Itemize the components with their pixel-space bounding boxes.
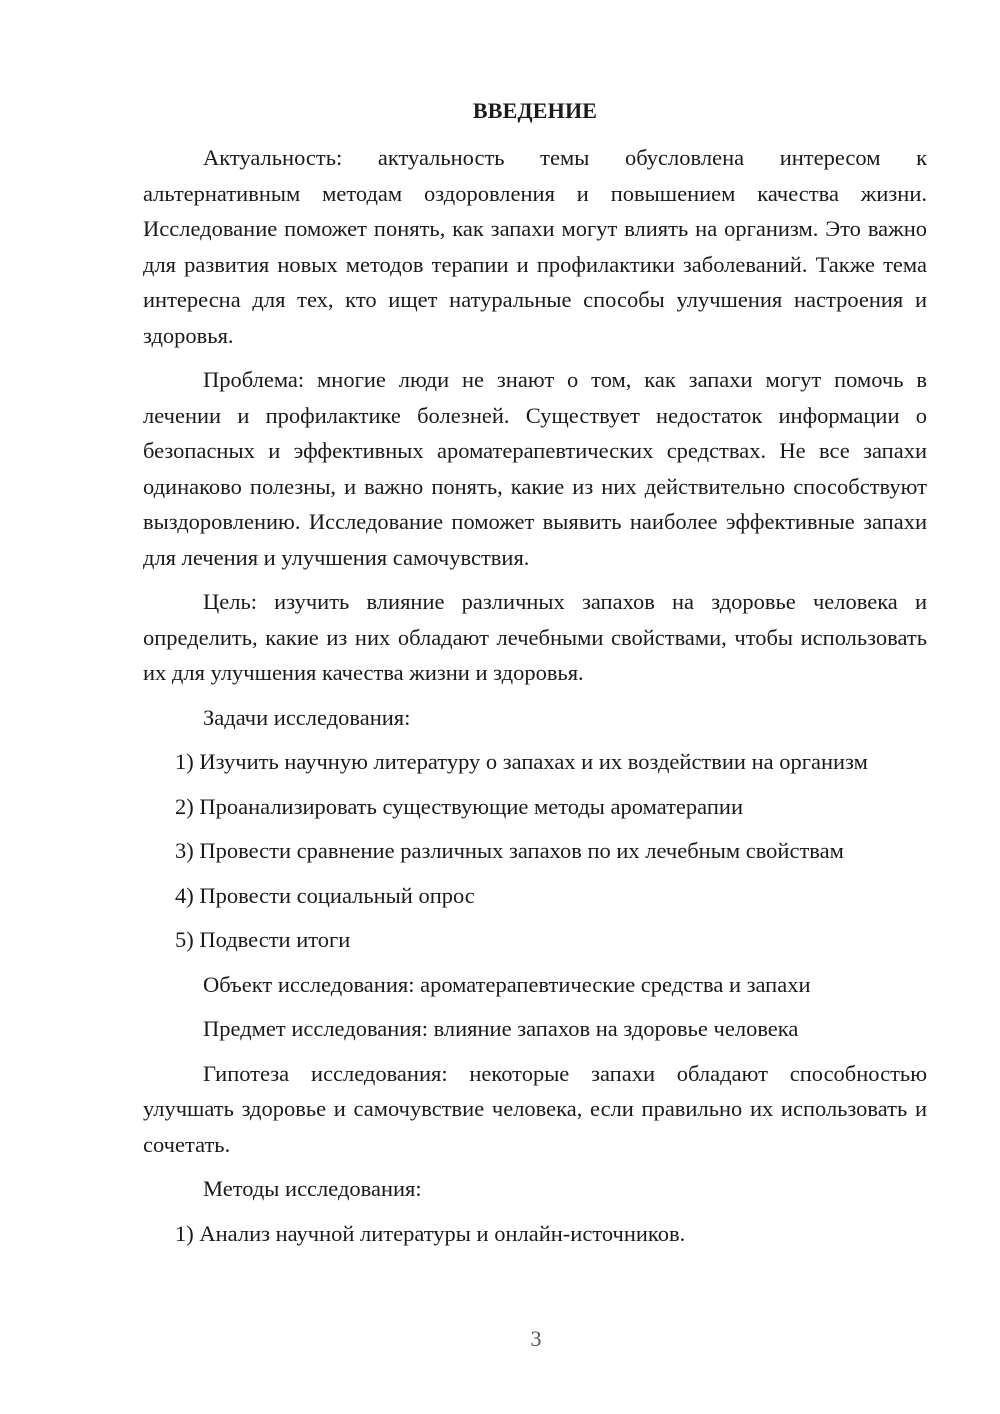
paragraph-relevance: Актуальность: актуальность темы обусловлена интересом к альтернативным методам оздоровления и повышением качества жизни. Исследование поможет понять, как запахи могут влиять на организм. Это важно для развития новых методов терапии и профилактики заболеваний. Также тема интересна для тех, кто ищет натуральные способы улучшения настроения и здоровья. <box>143 145 927 348</box>
page-title: ВВЕДЕНИЕ <box>472 98 598 123</box>
methods-heading: Методы исследования: <box>203 1176 422 1201</box>
task-item: 4) Провести социальный опрос <box>175 882 475 908</box>
task-item: 2) Проанализировать существующие методы ароматерапии <box>175 793 743 819</box>
task-item: 3) Провести сравнение различных запахов по их лечебным свойствам <box>175 838 844 863</box>
paragraph-goal: Цель: изучить влияние различных запахов на здоровье человека и определить, какие из них обладают лечебными свойствами, чтобы использовать их для улучшения качества жизни и здоровья. <box>143 589 927 685</box>
task-item: 5) Подвести итоги <box>175 927 351 952</box>
tasks-heading: Задачи исследования: <box>203 704 411 730</box>
paragraph-hypothesis: Гипотеза исследования: некоторые запахи обладают способностью улучшать здоровье и самочувствие человека, если правильно их использовать и сочетать. <box>143 1060 927 1157</box>
page-number: 3 <box>530 1326 542 1351</box>
document-page <box>143 96 927 1260</box>
task-item: 1) Изучить научную литературу о запахах и их воздействии на организм <box>175 749 868 774</box>
method-item: 1) Анализ научной литературы и онлайн-источников. <box>175 1220 686 1246</box>
paragraph-problem: Проблема: многие люди не знают о том, как запахи могут помочь в лечении и профилактике болезней. Существует недостаток информации о безопасных и эффективных ароматерапевтических средствах. Не все запахи одинаково полезны, и важно понять, какие из них действительно способствуют выздоровлению. Исследование поможет выявить наиболее эффективные запахи для лечения и улучшения самочувствия. <box>143 367 927 570</box>
research-subject: Предмет исследования: влияние запахов на здоровье человека <box>203 1016 799 1041</box>
research-object: Объект исследования: ароматерапевтические средства и запахи <box>203 971 811 997</box>
